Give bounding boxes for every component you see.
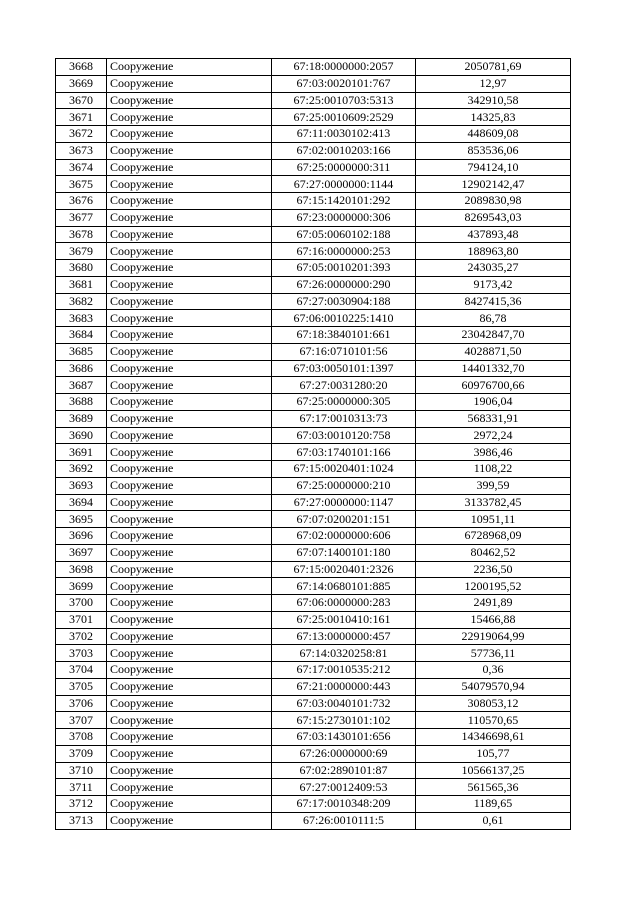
object-type-cell: Сооружение — [107, 745, 272, 762]
object-type-cell: Сооружение — [107, 126, 272, 143]
row-number-cell: 3706 — [56, 695, 107, 712]
cadastral-number-cell: 67:02:2890101:87 — [272, 762, 416, 779]
cadastral-number-cell: 67:03:0040101:732 — [272, 695, 416, 712]
object-type-cell: Сооружение — [107, 427, 272, 444]
object-type-cell: Сооружение — [107, 193, 272, 210]
cadastral-number-cell: 67:21:0000000:443 — [272, 678, 416, 695]
object-type-cell: Сооружение — [107, 260, 272, 277]
cadastral-number-cell: 67:26:0010111:5 — [272, 812, 416, 829]
table-row — [56, 779, 571, 796]
value-cell: 80462,52 — [416, 544, 571, 561]
row-number-cell: 3676 — [56, 193, 107, 210]
table-row — [56, 260, 571, 277]
table-row — [56, 59, 571, 76]
cadastral-number-cell: 67:27:0012409:53 — [272, 779, 416, 796]
object-type-cell: Сооружение — [107, 511, 272, 528]
row-number-cell: 3708 — [56, 729, 107, 746]
object-type-cell: Сооружение — [107, 544, 272, 561]
object-type-cell: Сооружение — [107, 662, 272, 679]
object-type-cell: Сооружение — [107, 695, 272, 712]
value-cell: 853536,06 — [416, 142, 571, 159]
row-number-cell: 3698 — [56, 561, 107, 578]
object-type-cell: Сооружение — [107, 812, 272, 829]
value-cell: 1906,04 — [416, 394, 571, 411]
table-row — [56, 645, 571, 662]
row-number-cell: 3707 — [56, 712, 107, 729]
table-row — [56, 712, 571, 729]
object-type-cell: Сооружение — [107, 762, 272, 779]
row-number-cell: 3669 — [56, 75, 107, 92]
value-cell: 2050781,69 — [416, 59, 571, 76]
table-row — [56, 310, 571, 327]
object-type-cell: Сооружение — [107, 528, 272, 545]
value-cell: 0,36 — [416, 662, 571, 679]
row-number-cell: 3702 — [56, 628, 107, 645]
cadastral-number-cell: 67:05:0010201:393 — [272, 260, 416, 277]
value-cell: 12,97 — [416, 75, 571, 92]
cadastral-number-cell: 67:03:0050101:1397 — [272, 360, 416, 377]
cadastral-number-cell: 67:27:0030904:188 — [272, 293, 416, 310]
table-row — [56, 511, 571, 528]
value-cell: 12902142,47 — [416, 176, 571, 193]
object-type-cell: Сооружение — [107, 92, 272, 109]
value-cell: 1189,65 — [416, 796, 571, 813]
row-number-cell: 3678 — [56, 226, 107, 243]
row-number-cell: 3672 — [56, 126, 107, 143]
row-number-cell: 3691 — [56, 444, 107, 461]
cadastral-number-cell: 67:02:0010203:166 — [272, 142, 416, 159]
row-number-cell: 3695 — [56, 511, 107, 528]
value-cell: 3133782,45 — [416, 494, 571, 511]
cadastral-number-cell: 67:27:0000000:1147 — [272, 494, 416, 511]
table-row — [56, 92, 571, 109]
cadastral-number-cell: 67:07:0200201:151 — [272, 511, 416, 528]
value-cell: 4028871,50 — [416, 343, 571, 360]
object-type-cell: Сооружение — [107, 276, 272, 293]
table-row — [56, 209, 571, 226]
cadastral-number-cell: 67:05:0060102:188 — [272, 226, 416, 243]
object-type-cell: Сооружение — [107, 611, 272, 628]
cadastral-number-cell: 67:16:0000000:253 — [272, 243, 416, 260]
cadastral-number-cell: 67:03:1740101:166 — [272, 444, 416, 461]
object-type-cell: Сооружение — [107, 343, 272, 360]
value-cell: 448609,08 — [416, 126, 571, 143]
value-cell: 14401332,70 — [416, 360, 571, 377]
value-cell: 308053,12 — [416, 695, 571, 712]
row-number-cell: 3677 — [56, 209, 107, 226]
table-row — [56, 276, 571, 293]
object-type-cell: Сооружение — [107, 360, 272, 377]
row-number-cell: 3699 — [56, 578, 107, 595]
object-type-cell: Сооружение — [107, 779, 272, 796]
table-row — [56, 595, 571, 612]
table-row — [56, 377, 571, 394]
row-number-cell: 3704 — [56, 662, 107, 679]
value-cell: 188963,80 — [416, 243, 571, 260]
row-number-cell: 3697 — [56, 544, 107, 561]
object-type-cell: Сооружение — [107, 243, 272, 260]
row-number-cell: 3674 — [56, 159, 107, 176]
object-type-cell: Сооружение — [107, 377, 272, 394]
object-type-cell: Сооружение — [107, 310, 272, 327]
table-row — [56, 477, 571, 494]
cadastral-number-cell: 67:23:0000000:306 — [272, 209, 416, 226]
row-number-cell: 3696 — [56, 528, 107, 545]
registry-table — [55, 58, 571, 830]
cadastral-number-cell: 67:15:0020401:2326 — [272, 561, 416, 578]
object-type-cell: Сооружение — [107, 595, 272, 612]
cadastral-number-cell: 67:18:3840101:661 — [272, 327, 416, 344]
cadastral-number-cell: 67:25:0000000:305 — [272, 394, 416, 411]
value-cell: 10951,11 — [416, 511, 571, 528]
object-type-cell: Сооружение — [107, 561, 272, 578]
row-number-cell: 3713 — [56, 812, 107, 829]
value-cell: 243035,27 — [416, 260, 571, 277]
value-cell: 14346698,61 — [416, 729, 571, 746]
row-number-cell: 3690 — [56, 427, 107, 444]
table-row — [56, 461, 571, 478]
cadastral-number-cell: 67:26:0000000:69 — [272, 745, 416, 762]
row-number-cell: 3670 — [56, 92, 107, 109]
cadastral-number-cell: 67:25:0010609:2529 — [272, 109, 416, 126]
object-type-cell: Сооружение — [107, 578, 272, 595]
value-cell: 57736,11 — [416, 645, 571, 662]
row-number-cell: 3680 — [56, 260, 107, 277]
cadastral-number-cell: 67:02:0000000:606 — [272, 528, 416, 545]
cadastral-number-cell: 67:15:1420101:292 — [272, 193, 416, 210]
value-cell: 399,59 — [416, 477, 571, 494]
table-row — [56, 544, 571, 561]
object-type-cell: Сооружение — [107, 293, 272, 310]
table-row — [56, 528, 571, 545]
object-type-cell: Сооружение — [107, 796, 272, 813]
table-row — [56, 176, 571, 193]
value-cell: 1108,22 — [416, 461, 571, 478]
object-type-cell: Сооружение — [107, 712, 272, 729]
value-cell: 86,78 — [416, 310, 571, 327]
object-type-cell: Сооружение — [107, 729, 272, 746]
row-number-cell: 3687 — [56, 377, 107, 394]
cadastral-number-cell: 67:06:0010225:1410 — [272, 310, 416, 327]
table-row — [56, 628, 571, 645]
table-row — [56, 193, 571, 210]
row-number-cell: 3688 — [56, 394, 107, 411]
table-row — [56, 578, 571, 595]
table-row — [56, 243, 571, 260]
table-row — [56, 745, 571, 762]
value-cell: 8427415,36 — [416, 293, 571, 310]
table-row — [56, 662, 571, 679]
object-type-cell: Сооружение — [107, 628, 272, 645]
value-cell: 3986,46 — [416, 444, 571, 461]
cadastral-number-cell: 67:15:2730101:102 — [272, 712, 416, 729]
cadastral-number-cell: 67:25:0000000:311 — [272, 159, 416, 176]
table-row — [56, 796, 571, 813]
table-row — [56, 812, 571, 829]
value-cell: 1200195,52 — [416, 578, 571, 595]
value-cell: 794124,10 — [416, 159, 571, 176]
table-row — [56, 410, 571, 427]
value-cell: 14325,83 — [416, 109, 571, 126]
value-cell: 0,61 — [416, 812, 571, 829]
row-number-cell: 3668 — [56, 59, 107, 76]
row-number-cell: 3692 — [56, 461, 107, 478]
table-row — [56, 293, 571, 310]
value-cell: 437893,48 — [416, 226, 571, 243]
value-cell: 2491,89 — [416, 595, 571, 612]
object-type-cell: Сооружение — [107, 226, 272, 243]
table-row — [56, 327, 571, 344]
row-number-cell: 3709 — [56, 745, 107, 762]
row-number-cell: 3693 — [56, 477, 107, 494]
object-type-cell: Сооружение — [107, 461, 272, 478]
cadastral-number-cell: 67:06:0000000:283 — [272, 595, 416, 612]
table-row — [56, 762, 571, 779]
cadastral-number-cell: 67:11:0030102:413 — [272, 126, 416, 143]
row-number-cell: 3681 — [56, 276, 107, 293]
cadastral-number-cell: 67:07:1400101:180 — [272, 544, 416, 561]
table-row — [56, 427, 571, 444]
row-number-cell: 3686 — [56, 360, 107, 377]
table-row — [56, 611, 571, 628]
table-row — [56, 343, 571, 360]
row-number-cell: 3712 — [56, 796, 107, 813]
cadastral-number-cell: 67:27:0031280:20 — [272, 377, 416, 394]
value-cell: 342910,58 — [416, 92, 571, 109]
cadastral-number-cell: 67:18:0000000:2057 — [272, 59, 416, 76]
row-number-cell: 3679 — [56, 243, 107, 260]
cadastral-number-cell: 67:25:0010410:161 — [272, 611, 416, 628]
cadastral-number-cell: 67:27:0000000:1144 — [272, 176, 416, 193]
cadastral-number-cell: 67:03:0020101:767 — [272, 75, 416, 92]
value-cell: 54079570,94 — [416, 678, 571, 695]
value-cell: 105,77 — [416, 745, 571, 762]
cadastral-number-cell: 67:17:0010348:209 — [272, 796, 416, 813]
value-cell: 2236,50 — [416, 561, 571, 578]
value-cell: 8269543,03 — [416, 209, 571, 226]
object-type-cell: Сооружение — [107, 444, 272, 461]
table-row — [56, 159, 571, 176]
object-type-cell: Сооружение — [107, 394, 272, 411]
object-type-cell: Сооружение — [107, 678, 272, 695]
cadastral-number-cell: 67:03:0010120:758 — [272, 427, 416, 444]
row-number-cell: 3694 — [56, 494, 107, 511]
object-type-cell: Сооружение — [107, 477, 272, 494]
cadastral-number-cell: 67:25:0000000:210 — [272, 477, 416, 494]
registry-table-body — [56, 59, 571, 830]
row-number-cell: 3701 — [56, 611, 107, 628]
cadastral-number-cell: 67:17:0010313:73 — [272, 410, 416, 427]
table-row — [56, 729, 571, 746]
cadastral-number-cell: 67:03:1430101:656 — [272, 729, 416, 746]
value-cell: 561565,36 — [416, 779, 571, 796]
value-cell: 568331,91 — [416, 410, 571, 427]
cadastral-number-cell: 67:17:0010535:212 — [272, 662, 416, 679]
table-row — [56, 695, 571, 712]
row-number-cell: 3711 — [56, 779, 107, 796]
row-number-cell: 3703 — [56, 645, 107, 662]
cadastral-number-cell: 67:16:0710101:56 — [272, 343, 416, 360]
value-cell: 110570,65 — [416, 712, 571, 729]
object-type-cell: Сооружение — [107, 209, 272, 226]
cadastral-number-cell: 67:13:0000000:457 — [272, 628, 416, 645]
table-row — [56, 126, 571, 143]
table-row — [56, 142, 571, 159]
cadastral-number-cell: 67:15:0020401:1024 — [272, 461, 416, 478]
table-row — [56, 494, 571, 511]
value-cell: 10566137,25 — [416, 762, 571, 779]
value-cell: 23042847,70 — [416, 327, 571, 344]
value-cell: 2089830,98 — [416, 193, 571, 210]
object-type-cell: Сооружение — [107, 176, 272, 193]
row-number-cell: 3673 — [56, 142, 107, 159]
row-number-cell: 3684 — [56, 327, 107, 344]
row-number-cell: 3682 — [56, 293, 107, 310]
row-number-cell: 3685 — [56, 343, 107, 360]
row-number-cell: 3689 — [56, 410, 107, 427]
table-row — [56, 360, 571, 377]
object-type-cell: Сооружение — [107, 410, 272, 427]
object-type-cell: Сооружение — [107, 159, 272, 176]
row-number-cell: 3671 — [56, 109, 107, 126]
cadastral-number-cell: 67:25:0010703:5313 — [272, 92, 416, 109]
object-type-cell: Сооружение — [107, 142, 272, 159]
row-number-cell: 3710 — [56, 762, 107, 779]
row-number-cell: 3675 — [56, 176, 107, 193]
value-cell: 6728968,09 — [416, 528, 571, 545]
object-type-cell: Сооружение — [107, 109, 272, 126]
table-row — [56, 394, 571, 411]
table-row — [56, 678, 571, 695]
cadastral-number-cell: 67:26:0000000:290 — [272, 276, 416, 293]
table-row — [56, 109, 571, 126]
object-type-cell: Сооружение — [107, 327, 272, 344]
object-type-cell: Сооружение — [107, 59, 272, 76]
row-number-cell: 3683 — [56, 310, 107, 327]
row-number-cell: 3700 — [56, 595, 107, 612]
table-row — [56, 75, 571, 92]
value-cell: 22919064,99 — [416, 628, 571, 645]
table-row — [56, 226, 571, 243]
row-number-cell: 3705 — [56, 678, 107, 695]
cadastral-number-cell: 67:14:0680101:885 — [272, 578, 416, 595]
value-cell: 2972,24 — [416, 427, 571, 444]
table-row — [56, 444, 571, 461]
object-type-cell: Сооружение — [107, 645, 272, 662]
value-cell: 9173,42 — [416, 276, 571, 293]
table-row — [56, 561, 571, 578]
value-cell: 15466,88 — [416, 611, 571, 628]
object-type-cell: Сооружение — [107, 75, 272, 92]
value-cell: 60976700,66 — [416, 377, 571, 394]
object-type-cell: Сооружение — [107, 494, 272, 511]
cadastral-number-cell: 67:14:0320258:81 — [272, 645, 416, 662]
